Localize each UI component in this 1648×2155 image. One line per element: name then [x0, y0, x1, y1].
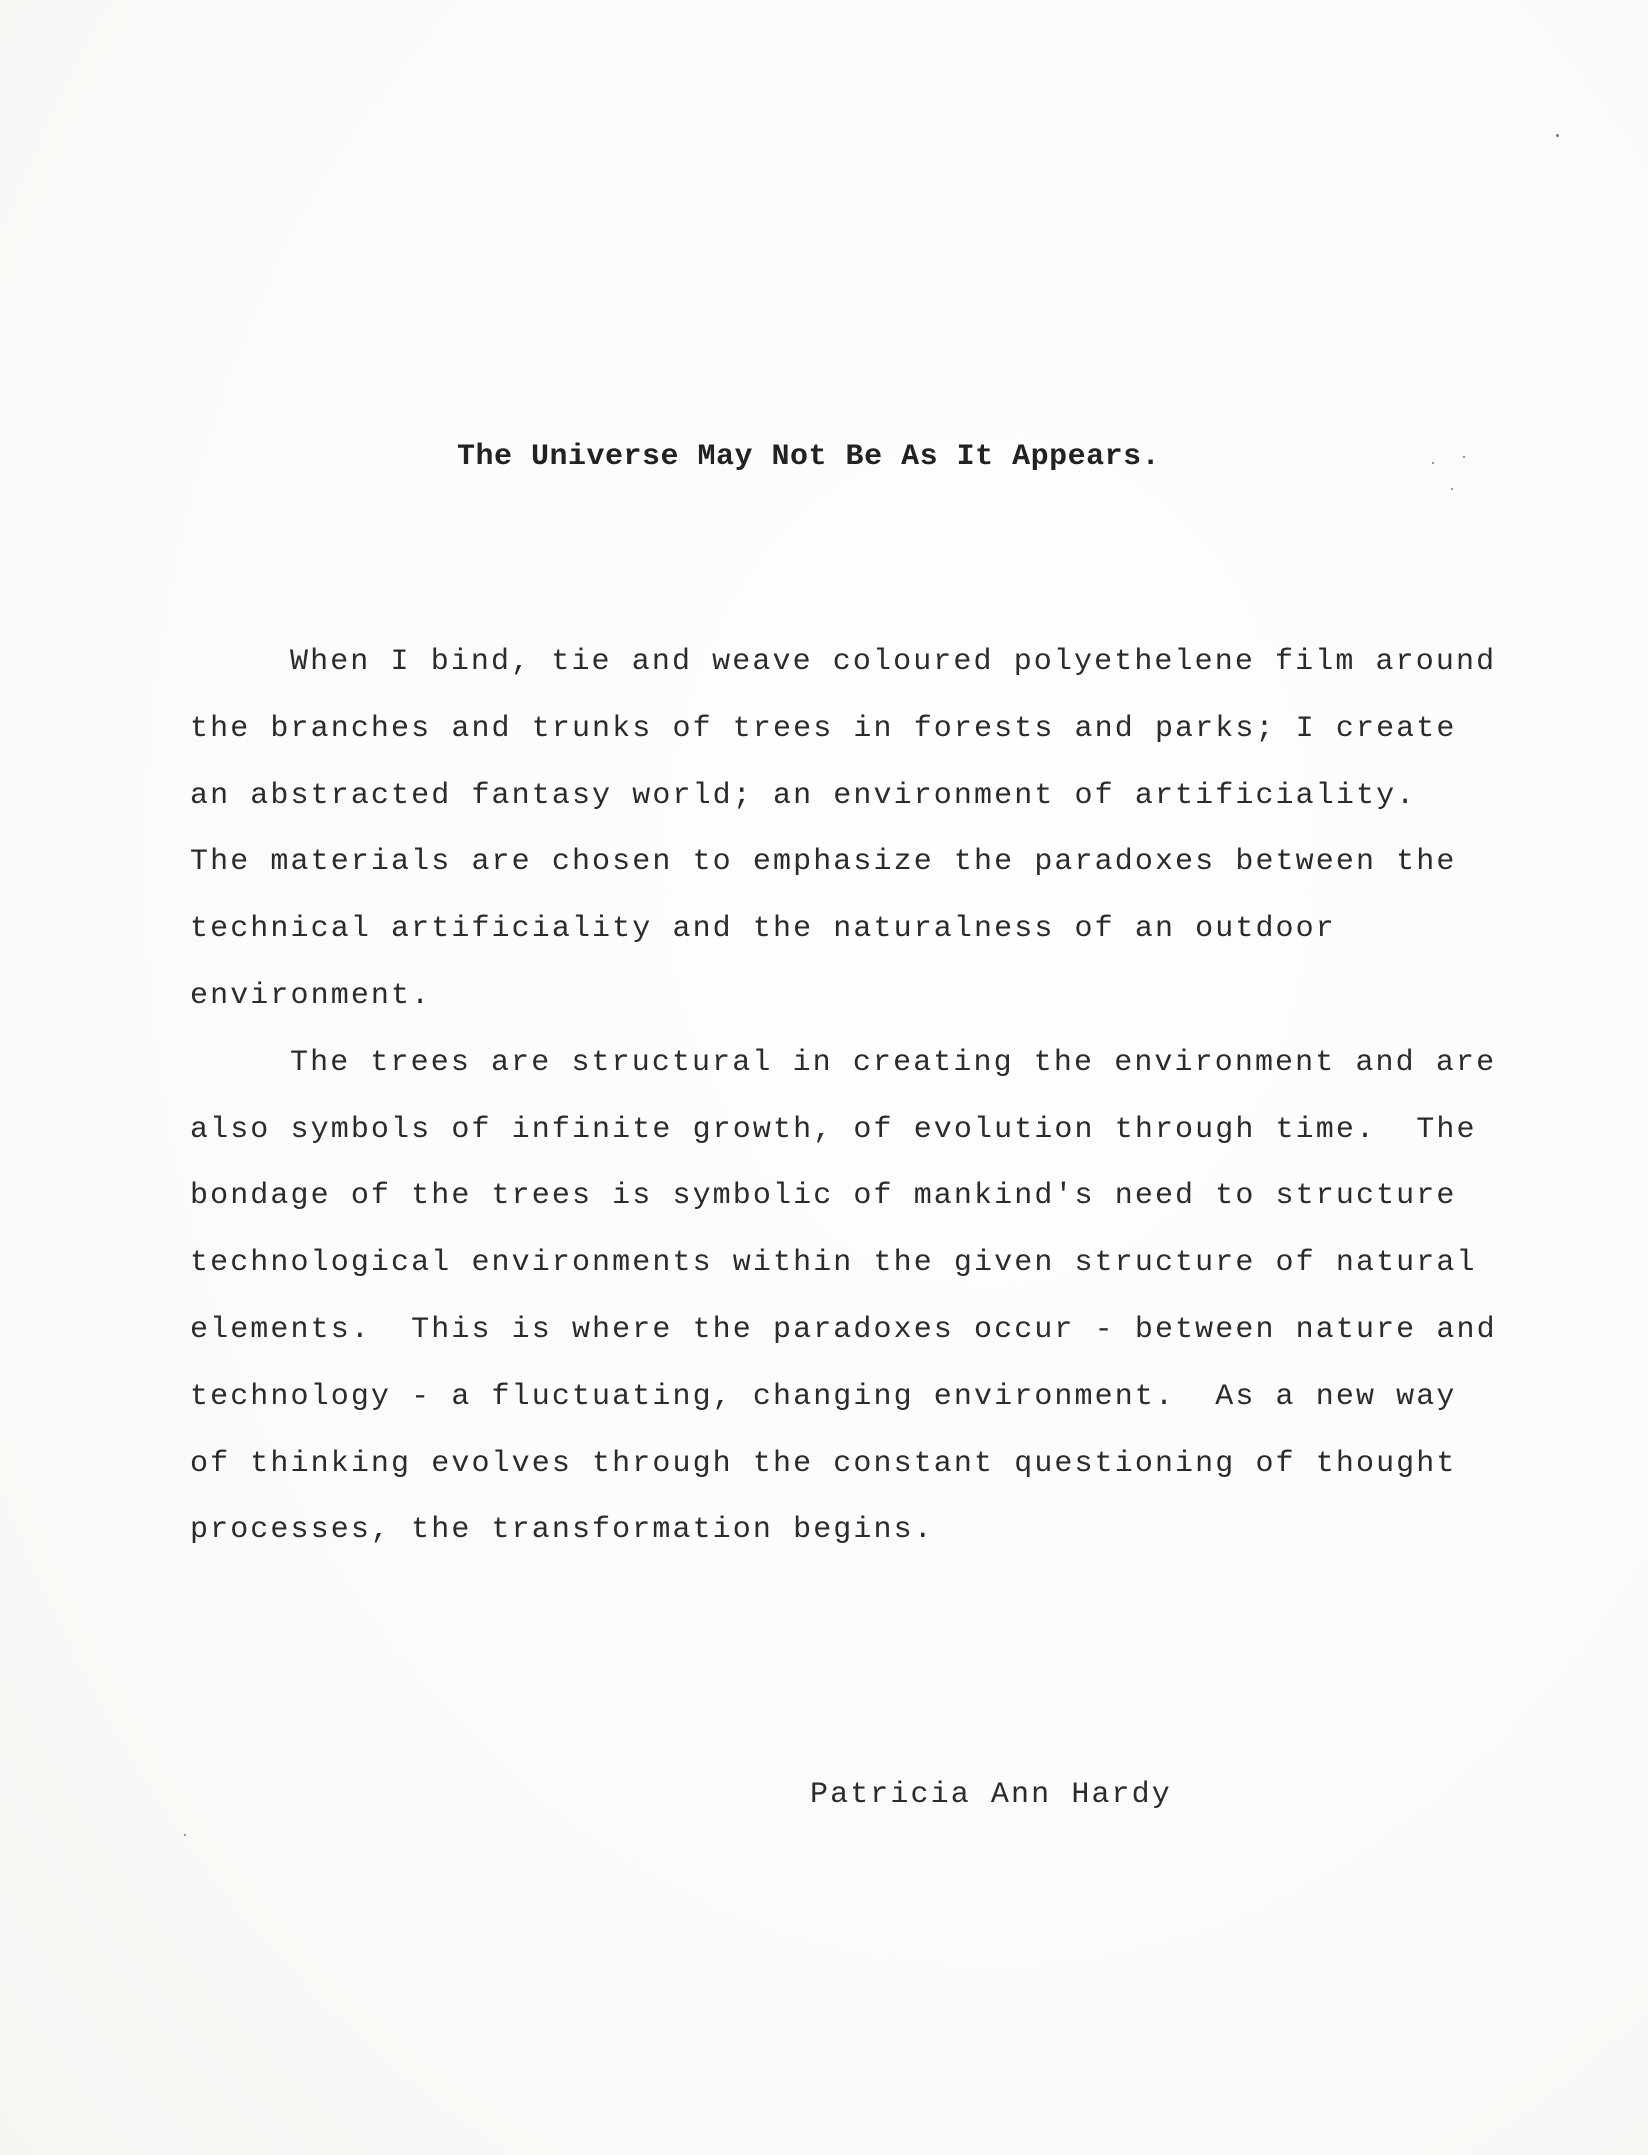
paragraph-1-line-5: technical artificiality and the naturalness of an outdoor [190, 912, 1336, 947]
paragraph-2-line-5: elements. This is where the paradoxes occur - between nature and [190, 1312, 1497, 1347]
paper-speck [1556, 134, 1559, 137]
paragraph-1-line-1: When I bind, tie and weave coloured polyethelene film around [290, 645, 1497, 679]
paragraph-2-line-8: processes, the transformation begins. [190, 1513, 934, 1548]
paragraph-1-line-6: environment. [190, 978, 432, 1013]
paper-speck [184, 1834, 186, 1836]
paragraph-1-line-3: an abstracted fantasy world; an environment of artificiality. [190, 778, 1417, 813]
paper-speck [1451, 488, 1453, 490]
paragraph-2-line-7: of thinking evolves through the constant questioning of thought [190, 1446, 1457, 1481]
paragraph-1-line-2: the branches and trunks of trees in forests and parks; I create [190, 711, 1457, 746]
paragraph-2-line-1: The trees are structural in creating the environment and are [290, 1045, 1497, 1080]
paragraph-2-line-3: bondage of the trees is symbolic of mankind's need to structure [190, 1179, 1457, 1214]
document-title: The Universe May Not Be As It Appears. [457, 440, 1161, 474]
author-signature: Patricia Ann Hardy [810, 1778, 1172, 1812]
paper-speck [1432, 462, 1434, 464]
document-body [190, 640, 1510, 1575]
paper-speck [1463, 456, 1465, 458]
paragraph-2-line-6: technology - a fluctuating, changing environment. As a new way [190, 1379, 1457, 1414]
paragraph-2-line-4: technological environments within the given structure of natural [190, 1246, 1477, 1281]
paragraph-2-line-2: also symbols of infinite growth, of evolution through time. The [190, 1112, 1477, 1147]
paragraph-1-line-4: The materials are chosen to emphasize the paradoxes between the [190, 845, 1457, 880]
